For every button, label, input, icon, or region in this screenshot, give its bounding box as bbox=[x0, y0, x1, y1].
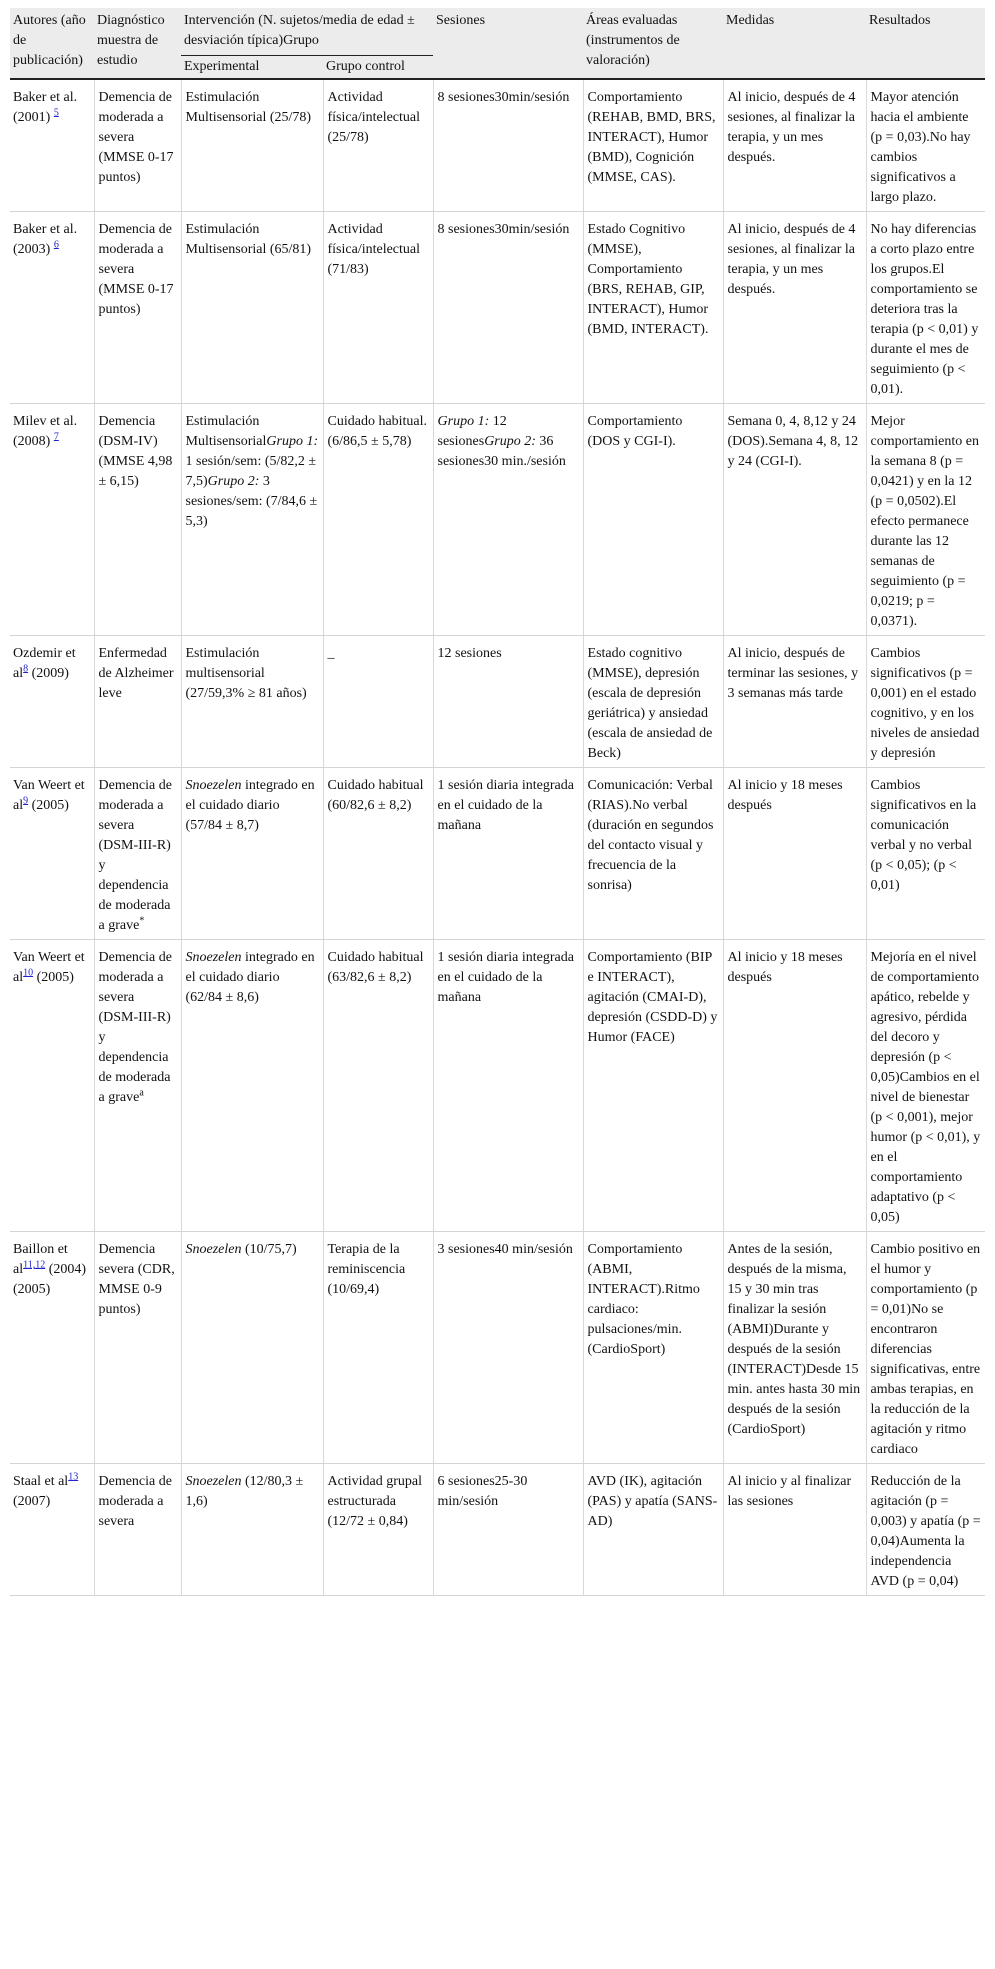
col-resultados: Resultados bbox=[866, 8, 985, 79]
col-experimental: Experimental bbox=[181, 56, 323, 80]
cell-diagnostico: Demencia (DSM-IV) (MMSE 4,98 ± 6,15) bbox=[94, 404, 181, 636]
cell-resultados: Cambios significativos en la comunicación verbal y no verbal (p < 0,05); (p < 0,01) bbox=[866, 768, 985, 940]
cell-control: Cuidado habitual (63/82,6 ± 8,2) bbox=[323, 940, 433, 1232]
cell-medidas: Al inicio, después de 4 sesiones, al finalizar la terapia, y un mes después. bbox=[723, 212, 866, 404]
cell-autor: Ozdemir et al$^8$ (2009) bbox=[10, 636, 94, 768]
reference-link[interactable]: 7 bbox=[53, 431, 59, 443]
footnote-mark: a bbox=[139, 1087, 144, 1099]
cell-areas: Comportamiento (REHAB, BMD, BRS, INTERACT), Humor (BMD), Cognición (MMSE, CAS). bbox=[583, 79, 723, 212]
cell-areas: AVD (IK), agitación (PAS) y apatía (SANS-AD) bbox=[583, 1464, 723, 1596]
cell-resultados: Mayor atención hacia el ambiente (p = 0,03).No hay cambios significativos a largo plazo. bbox=[866, 79, 985, 212]
table-row bbox=[10, 212, 985, 404]
cell-areas: Estado cognitivo (MMSE), depresión (escala de depresión geriátrica) y ansiedad (escala de ansiedad de Beck) bbox=[583, 636, 723, 768]
cell-diagnostico: Demencia severa (CDR, MMSE 0-9 puntos) bbox=[94, 1232, 181, 1464]
cell-sesiones: 1 sesión diaria integrada en el cuidado de la mañana bbox=[433, 940, 583, 1232]
cell-control: Cuidado habitual. (6/86,5 ± 5,78) bbox=[323, 404, 433, 636]
col-medidas: Medidas bbox=[723, 8, 866, 79]
reference-link[interactable]: 9 bbox=[23, 795, 29, 807]
cell-autor: Baker et al. (2003) $^6$ bbox=[10, 212, 94, 404]
cell-sesiones: 1 sesión diaria integrada en el cuidado de la mañana bbox=[433, 768, 583, 940]
col-areas: Áreas evaluadas (instrumentos de valoración) bbox=[583, 8, 723, 79]
cell-resultados: Mejor comportamiento en la semana 8 (p = 0,0421) y en la 12 (p = 0,0502).El efecto permanece durante las 12 semanas de seguimiento (p = 0,0219; p = 0,0371). bbox=[866, 404, 985, 636]
footnote-mark: * bbox=[139, 915, 145, 927]
cell-medidas: Antes de la sesión, después de la misma, 15 y 30 min tras finalizar la sesión (ABMI)Durante y después de la sesión (INTERACT)Desde 15 min. antes hasta 30 min después de la sesión (CardioSport) bbox=[723, 1232, 866, 1464]
cell-autor: Baillon et al$^{11,12}$ (2004) (2005) bbox=[10, 1232, 94, 1464]
col-intervencion: Intervención (N. sujetos/media de edad ± desviación típica)Grupo bbox=[181, 8, 433, 56]
cell-sesiones: 8 sesiones30min/sesión bbox=[433, 212, 583, 404]
cell-experimental: Snoezelen (12/80,3 ± 1,6) bbox=[181, 1464, 323, 1596]
table-row bbox=[10, 768, 985, 940]
col-sesiones: Sesiones bbox=[433, 8, 583, 79]
table-row bbox=[10, 79, 985, 212]
cell-areas: Comportamiento (BIP e INTERACT), agitación (CMAI-D), depresión (CSDD-D) y Humor (FACE) bbox=[583, 940, 723, 1232]
cell-diagnostico: Demencia de moderada a severa bbox=[94, 1464, 181, 1596]
cell-experimental: Estimulación multisensorial (27/59,3% ≥ 81 años) bbox=[181, 636, 323, 768]
cell-resultados: Cambios significativos (p = 0,001) en el estado cognitivo, y en los niveles de ansiedad y depresión bbox=[866, 636, 985, 768]
reference-link[interactable]: 8 bbox=[23, 663, 29, 675]
cell-autor: Staal et al$^{13}$ (2007) bbox=[10, 1464, 94, 1596]
cell-medidas: Al inicio y 18 meses después bbox=[723, 768, 866, 940]
col-autores: Autores (año de publicación) bbox=[10, 8, 94, 79]
table-header bbox=[10, 8, 985, 79]
table-row bbox=[10, 404, 985, 636]
cell-experimental: Estimulación Multisensorial (25/78) bbox=[181, 79, 323, 212]
table-row bbox=[10, 1232, 985, 1464]
cell-control: Actividad física/intelectual (71/83) bbox=[323, 212, 433, 404]
cell-experimental: Estimulación MultisensorialGrupo 1: 1 sesión/sem: (5/82,2 ± 7,5)Grupo 2: 3 sesiones/sem: (7/84,6 ± 5,3) bbox=[181, 404, 323, 636]
cell-medidas: Semana 0, 4, 8,12 y 24 (DOS).Semana 4, 8, 12 y 24 (CGI-I). bbox=[723, 404, 866, 636]
col-diagnostico: Diagnóstico muestra de estudio bbox=[94, 8, 181, 79]
cell-resultados: No hay diferencias a corto plazo entre los grupos.El comportamiento se deteriora tras la terapia (p < 0,01) y durante el mes de seguimiento (p < 0,01). bbox=[866, 212, 985, 404]
cell-medidas: Al inicio y 18 meses después bbox=[723, 940, 866, 1232]
cell-diagnostico: Demencia de moderada a severa (DSM-III-R) y dependencia de moderada a grave* bbox=[94, 768, 181, 940]
cell-sesiones: 3 sesiones40 min/sesión bbox=[433, 1232, 583, 1464]
reference-link[interactable]: 6 bbox=[53, 239, 59, 251]
cell-resultados: Mejoría en el nivel de comportamiento apático, rebelde y agresivo, pérdida del decoro y depresión (p < 0,05)Cambios en el nivel de bienestar (p < 0,001), mejor humor (p < 0,01), y en el comportamiento adaptativo (p < 0,05) bbox=[866, 940, 985, 1232]
cell-autor: Van Weert et al$^9$ (2005) bbox=[10, 768, 94, 940]
cell-experimental: Estimulación Multisensorial (65/81) bbox=[181, 212, 323, 404]
cell-autor: Baker et al. (2001) $^5$ bbox=[10, 79, 94, 212]
cell-medidas: Al inicio y al finalizar las sesiones bbox=[723, 1464, 866, 1596]
cell-sesiones: Grupo 1: 12 sesionesGrupo 2: 36 sesiones30 min./sesión bbox=[433, 404, 583, 636]
table-row bbox=[10, 1464, 985, 1596]
cell-experimental: Snoezelen integrado en el cuidado diario (57/84 ± 8,7) bbox=[181, 768, 323, 940]
cell-autor: Milev et al. (2008) $^7$ bbox=[10, 404, 94, 636]
cell-diagnostico: Demencia de moderada a severa (DSM-III-R) y dependencia de moderada a grave$^a$ bbox=[94, 940, 181, 1232]
cell-areas: Comportamiento (ABMI, INTERACT).Ritmo cardiaco: pulsaciones/min. (CardioSport) bbox=[583, 1232, 723, 1464]
reference-link[interactable]: 5 bbox=[53, 107, 59, 119]
cell-control: Actividad grupal estructurada (12/72 ± 0,84) bbox=[323, 1464, 433, 1596]
cell-sesiones: 8 sesiones30min/sesión bbox=[433, 79, 583, 212]
table-row bbox=[10, 940, 985, 1232]
studies-table bbox=[10, 8, 985, 1596]
cell-experimental: Snoezelen (10/75,7) bbox=[181, 1232, 323, 1464]
cell-medidas: Al inicio, después de terminar las sesiones, y 3 semanas más tarde bbox=[723, 636, 866, 768]
table-row bbox=[10, 636, 985, 768]
cell-experimental: Snoezelen integrado en el cuidado diario (62/84 ± 8,6) bbox=[181, 940, 323, 1232]
cell-sesiones: 6 sesiones25-30 min/sesión bbox=[433, 1464, 583, 1596]
cell-autor: Van Weert et al$^{10}$ (2005) bbox=[10, 940, 94, 1232]
cell-areas: Comportamiento (DOS y CGI-I). bbox=[583, 404, 723, 636]
reference-link[interactable]: 10 bbox=[23, 967, 34, 979]
cell-control: Actividad física/intelectual (25/78) bbox=[323, 79, 433, 212]
cell-areas: Comunicación: Verbal (RIAS).No verbal (duración en segundos del contacto visual y frecuencia de la sonrisa) bbox=[583, 768, 723, 940]
reference-link[interactable]: 11,12 bbox=[23, 1259, 46, 1271]
cell-medidas: Al inicio, después de 4 sesiones, al finalizar la terapia, y un mes después. bbox=[723, 79, 866, 212]
cell-resultados: Reducción de la agitación (p = 0,003) y apatía (p = 0,04)Aumenta la independencia AVD (p = 0,04) bbox=[866, 1464, 985, 1596]
cell-control: Terapia de la reminiscencia (10/69,4) bbox=[323, 1232, 433, 1464]
cell-control: Cuidado habitual (60/82,6 ± 8,2) bbox=[323, 768, 433, 940]
cell-diagnostico: Enfermedad de Alzheimer leve bbox=[94, 636, 181, 768]
cell-control: _ bbox=[323, 636, 433, 768]
cell-resultados: Cambio positivo en el humor y comportamiento (p = 0,01)No se encontraron diferencias significativas, entre ambas terapias, en la reducción de la agitación y ritmo cardiaco bbox=[866, 1232, 985, 1464]
cell-sesiones: 12 sesiones bbox=[433, 636, 583, 768]
cell-diagnostico: Demencia de moderada a severa (MMSE 0-17 puntos) bbox=[94, 212, 181, 404]
cell-areas: Estado Cognitivo (MMSE), Comportamiento (BRS, REHAB, GIP, INTERACT), Humor (BMD, INTERACT). bbox=[583, 212, 723, 404]
col-control: Grupo control bbox=[323, 56, 433, 80]
cell-diagnostico: Demencia de moderada a severa (MMSE 0-17 puntos) bbox=[94, 79, 181, 212]
reference-link[interactable]: 13 bbox=[68, 1471, 79, 1483]
